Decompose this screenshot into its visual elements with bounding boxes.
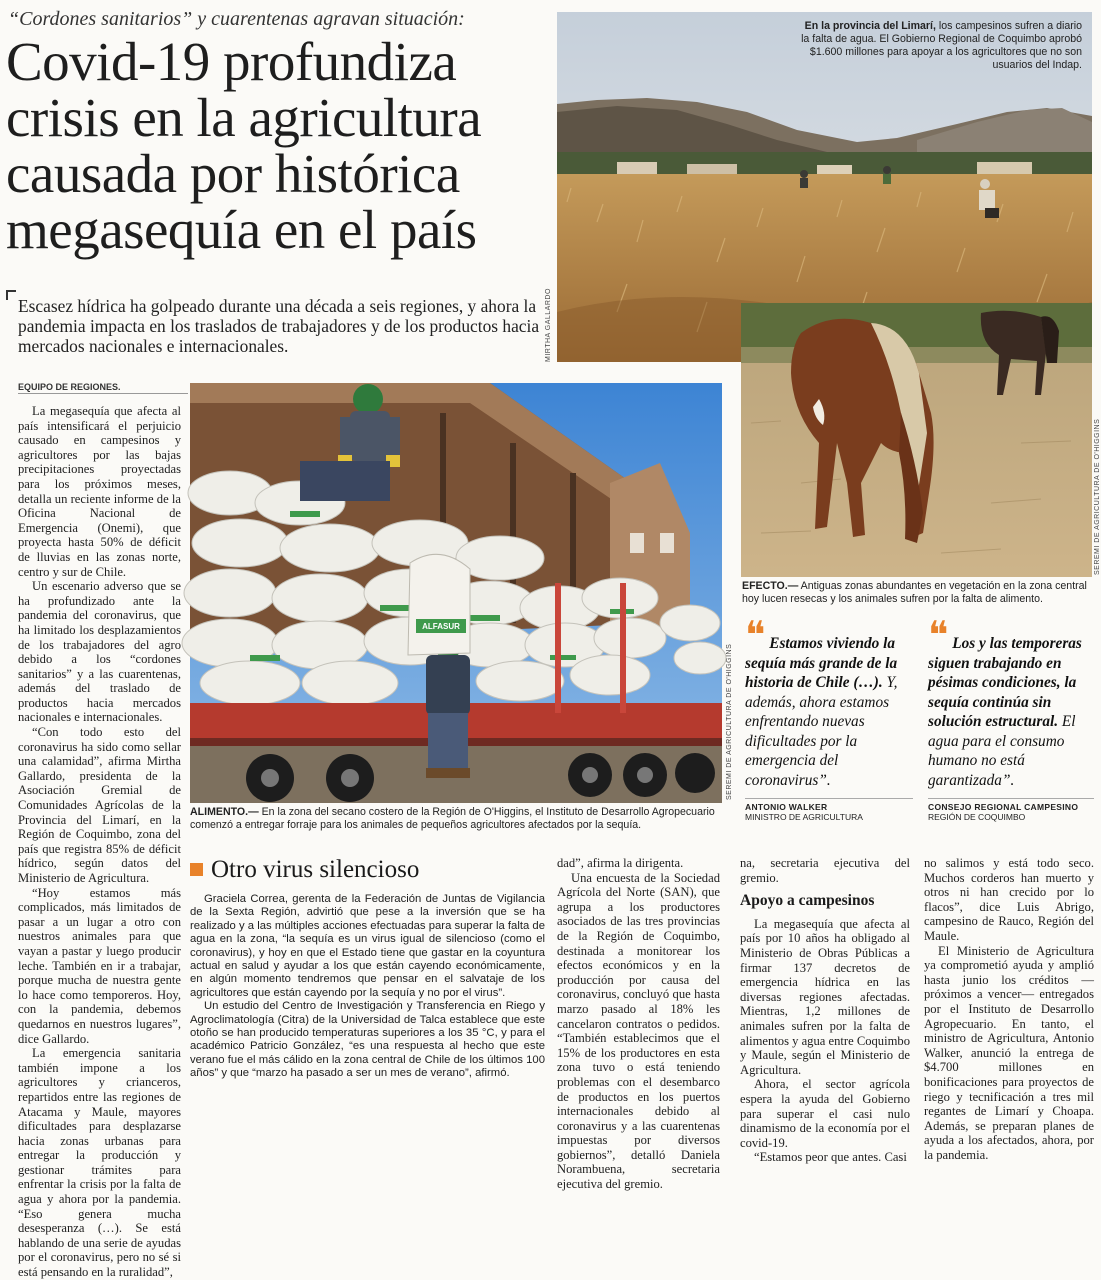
paragraph: dad”, afirma la dirigenta. <box>557 856 684 870</box>
paragraph: Un estudio del Centro de Investigación y Transferencia en Riego y Agroclimatología (Citra) de la Universidad de Talca establece que este otoño se han producido temperaturas superiores a los 35 °C, y para el académico Patricio González, “es una respuesta al hecho que este verano fue el más cálido en la zona central de Chile de los últimos 100 años” y que “marzo ha pasado a ser un mes de verano”, afirmó. <box>190 1000 545 1080</box>
quote-highlight: Estamos viviendo la sequía más grande de la historia de Chile (…). <box>745 635 898 691</box>
quote-mark-icon: ❝ <box>928 613 949 657</box>
subhead-text: Otro virus silencioso <box>211 856 420 883</box>
quote-rest: El agua para el consumo humano no está garantizada”. <box>928 713 1076 789</box>
paragraph: La megasequía que afecta al país intensificará el perjuicio causado en campesinos y agricultores por las bajas precipitaciones proyectadas para los próximos meses, detalla un reciente informe de la Oficina Nacional de Emergencia (Onemi), que proyecta hasta 50% de déficit de lluvias en las zonas norte, centro y sur de Chile. <box>18 404 181 579</box>
source-role: REGIÓN DE COQUIMBO <box>928 812 1026 822</box>
quote-source <box>745 802 913 822</box>
deck-corner-mark <box>6 290 16 300</box>
photo-caption-truck <box>190 806 725 832</box>
photo-credit: SEREMI DE AGRICULTURA DE O'HIGGINS <box>1094 418 1101 575</box>
source-role: MINISTRO DE AGRICULTURA <box>745 812 863 822</box>
quote-source <box>928 802 1094 822</box>
photo-truck-forage <box>190 383 722 803</box>
paragraph: “Con todo esto del coronavirus ha sido como sellar una calamidad”, afirma Mirtha Gallardo, presidenta de la Asociación Gremial de Comunidades Agrícolas de la Provincia del Limarí, en la Región de Coquimbo, zona del país que registra 85% de déficit hídrico, según datos del Ministerio de Agricultura. <box>18 725 181 885</box>
bag-label: ALFASUR <box>422 622 460 631</box>
paragraph: Una encuesta de la Sociedad Agrícola del Norte (SAN), que agrupa a los productores asociados de las tres provincias de la Región de Coquimbo, destinada a monitorear los efectos económicos y en la producción por causa del coronavirus, concluyó que hasta marzo pasado al 18% les cancelaron contratos o pedidos. “También establecimos que el 15% de los productores en esta zona tuvo o está teniendo problemas con el desembarco de productos en los puertos internacionales debido al coronavirus y a las cuarentenas impuestas por diversos gobiernos”, detalló Daniela Norambuena, secretaria ejecutiva del gremio. <box>557 870 720 1192</box>
byline: EQUIPO DE REGIONES. <box>18 382 188 394</box>
orange-square-icon <box>190 863 203 876</box>
caption-lead: ALIMENTO.— <box>190 806 259 818</box>
photo-horse <box>741 303 1092 577</box>
quote-text <box>745 613 913 790</box>
source-name: ANTONIO WALKER <box>745 802 828 812</box>
body-column-4 <box>740 856 910 1165</box>
headline: Covid-19 profundiza crisis en la agricultura causada por histórica megasequía en el país <box>6 31 482 260</box>
body-column-5 <box>924 856 1094 1162</box>
quote-highlight: Los y las temporeras siguen trabajando en pésimas condiciones, la sequía continúa sin solución estructural. <box>928 635 1082 730</box>
caption-lead: En la provincia del Limarí, <box>804 20 936 32</box>
quote-mark-icon: ❝ <box>745 613 766 657</box>
quote-rest: Y, además, ahora estamos enfrentando nuevas dificultades por la emergencia del coronavirus”. <box>745 674 898 789</box>
paragraph: El Ministerio de Agricultura ya comprometió ayuda y amplió hasta junio los créditos —próximos a vencer— entregados por el Instituto de Desarrollo Agropecuario. En tanto, el ministro de Agricultura, Antonio Walker, anunció la entrega de $4.700 millones en bonificaciones para proyectos de riego y tecnificación a tres mil regantes de Limarí y Choapa. Además, se preparan planes de ayuda a los afectados, ahora, por la pandemia. <box>924 943 1094 1162</box>
pull-quote-walker <box>745 613 913 822</box>
caption-text: En la zona del secano costero de la Región de O'Higgins, el Instituto de Desarrollo Agropecuario comenzó a entregar forraje para los animales de pequeños agricultores afectados por la sequía. <box>190 806 715 831</box>
kicker: “Cordones sanitarios” y cuarentenas agravan situación: <box>8 8 465 30</box>
paragraph: Ahora, el sector agrícola espera la ayuda del Gobierno para superar el casi nulo dinamismo de la economía por el covid-19. <box>740 1077 910 1150</box>
paragraph: Graciela Correa, gerenta de la Federación de Juntas de Vigilancia de la Sexta Región, advirtió que pese a la inversión que se ha realizado y a las múltiples acciones efectuadas para superar la falta de agua en la zona, “la sequía es un virus igual de silencioso (como el coronavirus), y hoy en que el Estado tiene que gastar en la coyuntura actual en salud y ayudar a los que están cayendo económicamente, en algún momento tendremos que pensar en el salvataje de los agricultores que están cayendo por la sequía y no por el virus”. <box>190 893 545 999</box>
pull-quote-consejo <box>928 613 1094 822</box>
deck: Escasez hídrica ha golpeado durante una década a seis regiones, y ahora la pandemia impacta en los traslados de trabajadores y de los productos hacia mercados nacionales e internacionales. <box>18 296 540 356</box>
paragraph: na, secretaria ejecutiva del gremio. <box>740 856 910 885</box>
divider <box>928 798 1094 799</box>
caption-text: los campesinos sufren a diario la falta de agua. El Gobierno Regional de Coquimbo aprobó $1.600 millones para apoyar a los agricultores que no son usuarios del Indap. <box>801 20 1082 71</box>
body-column-3 <box>557 856 720 1192</box>
subhead-apoyo: Apoyo a campesinos <box>740 892 875 910</box>
subhead-otro-virus <box>190 856 550 884</box>
paragraph: “Hoy estamos más complicados, más limitados de pasar a un lugar a otro con nuestros animales para que vayan a pastar y luego producir leche. También en ir a trabajar, porque mucha de nuestra gente lo hace como temporeros. Hoy, con la pandemia, debemos quedarnos en nuestros lugares”, dice Gallardo. <box>18 885 181 1046</box>
source-name: CONSEJO REGIONAL CAMPESINO <box>928 802 1079 812</box>
quote-text <box>928 613 1094 790</box>
paragraph: no salimos y está todo seco. Muchos corderos han muerto y otros ni han crecido por lo flacos”, dice Luis Abrigo, campesino de Rauco, Región del Maule. <box>924 856 1094 943</box>
caption-text: Antiguas zonas abundantes en vegetación en la zona central hoy lucen resecas y los animales sufren por la falta de alimento. <box>742 580 1087 605</box>
paragraph: “Estamos peor que antes. Casi <box>754 1150 907 1165</box>
paragraph: Un escenario adverso que se ha profundizado ante la pandemia del coronavirus, que ha limitado los desplazamientos de los trabajadores del agro debido a los “cordones sanitarios” y a las cuarentenas, además del traslado de productos hacia mercados nacionales e internacionales. <box>18 579 181 725</box>
photo-caption-top <box>800 20 1082 72</box>
paragraph: La megasequía que afecta al país por 10 años ha obligado al Ministerio de Obras Públicas a firmar 137 decretos de emergencia hídrica en las diversas regiones afectadas. Mientras, 1,2 millones de animales sufren por la falta de alimentos y agua entre Coquimbo y Maule, según el Ministerio de Agricultura. <box>740 916 910 1077</box>
paragraph: La emergencia sanitaria también impone a los agricultores y crianceros, repartidos entre las regiones de Atacama y Maule, mayores dificultades para desplazarse hacia zonas urbanas para entregar la producción y gestionar trámites para enfrentar la crisis por la falta de agua y ahora por la pandemia. “Eso genera mucha desesperanza (…). Se está hablando de una serie de ayudas por el coronavirus, pero no sé si está pensando en la ruralidad”, <box>18 1046 181 1280</box>
caption-lead: EFECTO.— <box>742 580 799 592</box>
photo-caption-horse <box>742 580 1094 606</box>
photo-credit: MIRTHA GALLARDO <box>545 288 552 362</box>
divider <box>745 798 913 799</box>
body-column-virus <box>190 893 545 1117</box>
photo-credit: SEREMI DE AGRICULTURA DE O'HIGGINS <box>726 643 733 800</box>
body-column-left <box>18 404 181 1280</box>
